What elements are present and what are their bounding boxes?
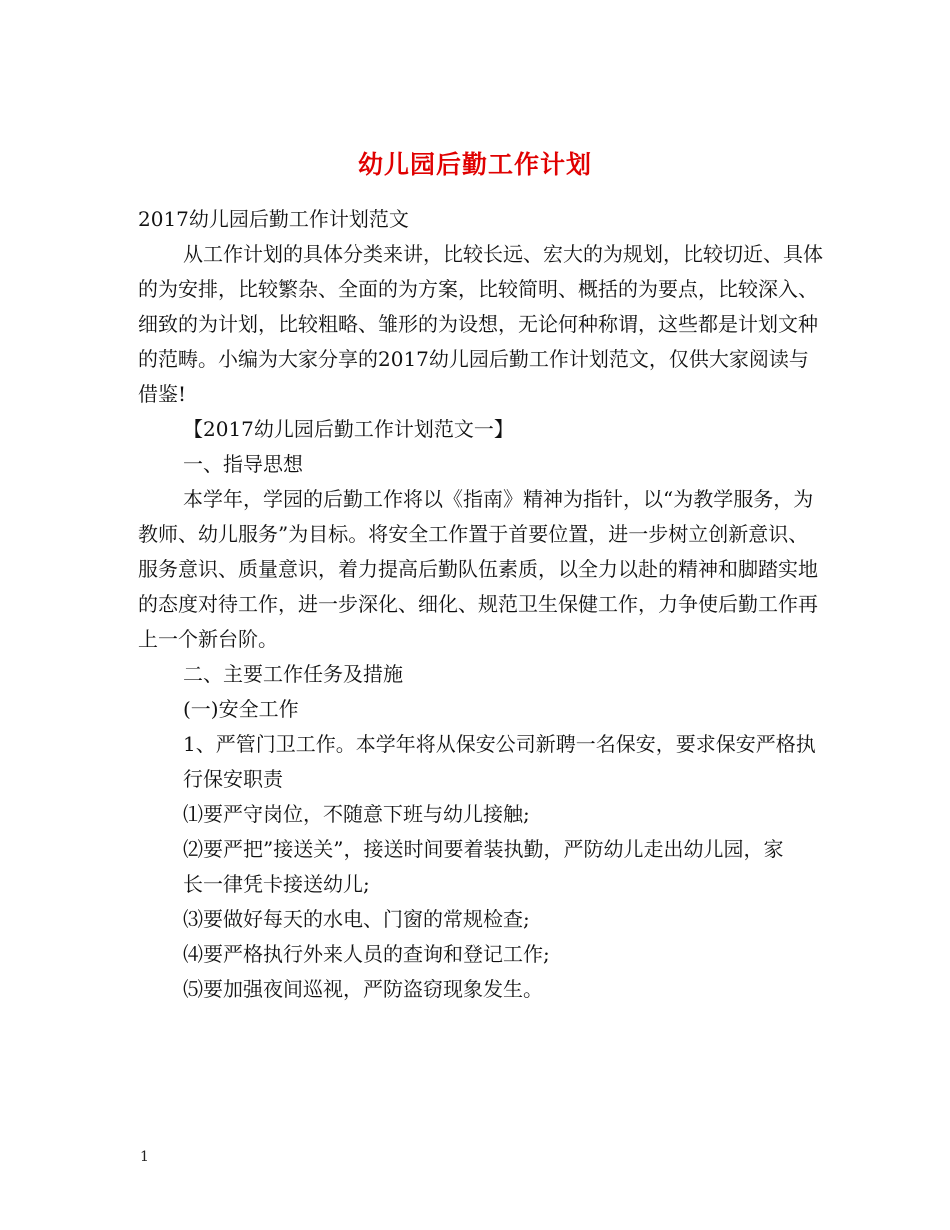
paragraph-intro: 从工作计划的具体分类来讲，比较长远、宏大的为规划，比较切近、具体的为安排，比较繁杂、全面的为方案，比较简明、概括的为要点，比较深入、细致的为计划，比较粗略、雏形的为设想，无论何种称谓，这些都是计划文种的范畴。小编为大家分享的2017幼儿园后勤工作计划范文，仅供大家阅读与借鉴! [138,242,823,406]
document-title: 幼儿园后勤工作计划 [357,149,592,179]
paragraph-item-1: 1、严管门卫工作。本学年将从保安公司新聘一名保安，要求保安严格执 [183,732,816,756]
paragraph-subitem-2: ⑵要严把”接送关”，接送时间要着装执勤，严防幼儿走出幼儿园，家 [183,837,784,861]
paragraph-subitem-5: ⑸要加强夜间巡视，严防盗窃现象发生。 [183,977,543,1001]
page-number: 1 [140,1149,149,1165]
paragraph-subtitle: 2017幼儿园后勤工作计划范文 [138,207,409,231]
paragraph-guiding-ideology: 本学年，学园的后勤工作将以《指南》精神为指针，以“为教学服务，为教师、幼儿服务”为目标。将安全工作置于首要位置，进一步树立创新意识、服务意识、质量意识，着力提高后勤队伍素质，以全力以赴的精神和脚踏实地的态度对待工作，进一步深化、细化、规范卫生保健工作，力争使后勤工作再上一个新台阶。 [138,487,818,651]
paragraph-section-heading: 【2017幼儿园后勤工作计划范文一】 [183,417,514,441]
paragraph-item-1-continued: 行保安职责 [183,767,283,791]
paragraph-heading-safety-work: (一)安全工作 [183,697,299,721]
document-body [138,202,828,1007]
paragraph-heading-main-tasks: 二、主要工作任务及措施 [183,662,403,686]
paragraph-subitem-2-continued: 长一律凭卡接送幼儿; [183,872,370,896]
paragraph-subitem-4: ⑷要严格执行外来人员的查询和登记工作; [183,942,550,966]
paragraph-subitem-3: ⑶要做好每天的水电、门窗的常规检查; [183,907,530,931]
paragraph-subitem-1: ⑴要严守岗位，不随意下班与幼儿接触; [183,802,530,826]
paragraph-heading-guiding-ideology: 一、指导思想 [183,452,303,476]
